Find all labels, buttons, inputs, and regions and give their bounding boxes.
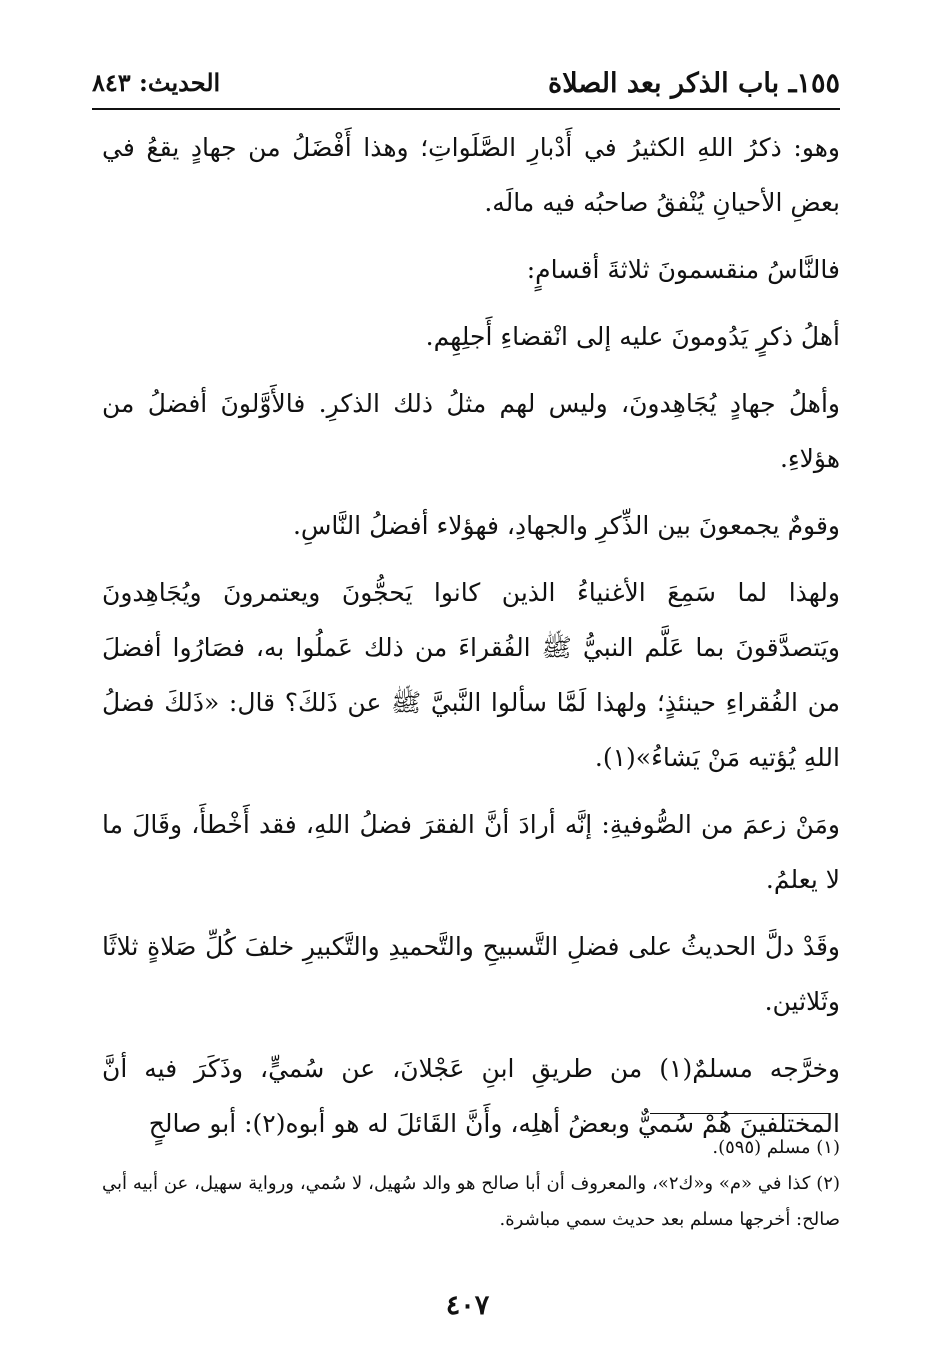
paragraph: وأهلُ جهادٍ يُجَاهِدونَ، وليس لهم مثلُ ذلك الذكرِ. فالأَوَّلونَ أفضلُ من هؤلاءِ.: [102, 389, 840, 473]
paragraph: وقومٌ يجمعونَ بين الذِّكرِ والجهادِ، فهؤلاء أفضلُ النَّاسِ.: [292, 511, 840, 540]
paragraph: وقَدْ دلَّ الحديثُ على فضلِ التَّسبيحِ والتَّحميدِ والتَّكبيرِ خلفَ كُلِّ صَلاةٍ ثلاثًا وثَلاثين.: [102, 932, 840, 1016]
paragraph: ومَنْ زعمَ من الصُّوفيةِ: إنَّه أرادَ أنَّ الفقرَ فضلُ اللهِ، فقد أَخْطأَ، وقَالَ ما لا يعلمُ.: [102, 810, 840, 894]
hadith-number: الحديث: ٨٤٣: [92, 68, 221, 97]
page-number: ٤٠٧: [445, 1290, 490, 1321]
footnote-divider: [650, 1113, 830, 1114]
footnote: (١) مسلم (٥٩٥).: [712, 1137, 840, 1158]
paragraph: وخرَّجه مسلمٌ(١) من طريقِ ابنِ عَجْلانَ، عن سُميٍّ، وذَكَرَ فيه أنَّ المختلفينَ هُمْ سُميٌّ وبعضُ أهلِه، وأَنَّ القَائلَ له هو أبوه(٢): أبو صالحٍ: [102, 1054, 840, 1138]
main-text: [102, 120, 840, 1163]
footnotes: [102, 1130, 840, 1238]
paragraph: فالنَّاسُ منقسمونَ ثلاثةَ أقسامٍ:: [526, 255, 840, 284]
chapter-title: ١٥٥ـ باب الذكر بعد الصلاة: [548, 68, 840, 99]
paragraph: وهو: ذكرُ اللهِ الكثيرُ في أَدْبارِ الصَّلَواتِ؛ وهذا أَفْضَلُ من جهادٍ يقعُ في بعضِ الأحيانِ يُنْفقُ صاحبُه فيه مالَه.: [102, 133, 840, 217]
header-divider: [92, 108, 840, 110]
paragraph: أهلُ ذكرٍ يَدُومونَ عليه إلى انْقضاءِ أَجلِهِم.: [425, 322, 840, 351]
footnote: (٢) كذا في «م» و«ك٢»، والمعروف أن أبا صالح هو والد سُهيل، لا سُمي، ورواية سهيل، عن أبيه أبي صالح: أخرجها مسلم بعد حديث سمي مباشرة.: [102, 1173, 840, 1230]
paragraph: ولهذا لما سَمِعَ الأغنياءُ الذين كانوا يَحجُّونَ ويعتمرونَ ويُجَاهِدونَ ويَتصدَّقونَ بما عَلَّم النبيُّ ﷺ الفُقراءَ من ذلك عَملُوا به، فصَارُوا أفضلَ من الفُقراءِ حينئذٍ؛ ولهذا لَمَّا سألوا النَّبيَّ ﷺ عن ذَلكَ؟ قال: «ذَلكَ فضلُ اللهِ يُؤتيه مَنْ يَشاءُ»(١).: [102, 578, 840, 772]
running-header: [92, 68, 840, 108]
